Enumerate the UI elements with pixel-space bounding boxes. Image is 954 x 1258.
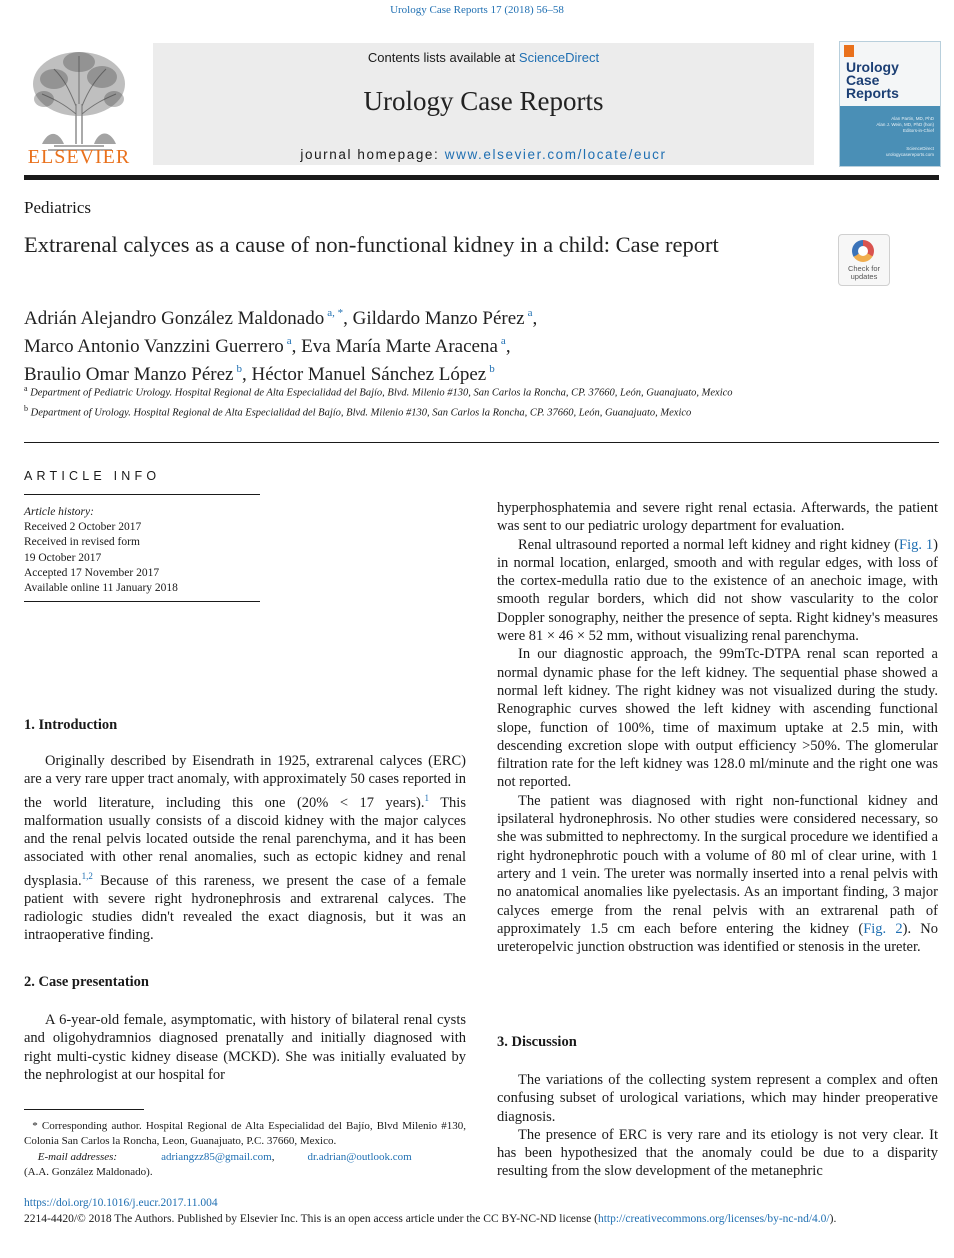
article-info-heading: ARTICLE INFO — [24, 469, 161, 483]
contents-prefix: Contents lists available at — [367, 50, 519, 65]
email-link[interactable]: adriangzz85@gmail.com — [161, 1150, 272, 1163]
license-statement — [24, 1213, 939, 1225]
affiliation-marker: a — [24, 384, 28, 393]
case-presentation-heading: 2. Case presentation — [24, 974, 149, 990]
cover-editors-role: Editors-in-Chief — [902, 128, 934, 133]
email-link[interactable]: dr.adrian@outlook.com — [307, 1150, 412, 1163]
journal-name: Urology Case Reports — [363, 86, 604, 116]
article-section-label: Pediatrics — [24, 198, 92, 217]
affiliation-a — [24, 381, 924, 401]
history-entry: Received in revised form — [24, 536, 140, 549]
cover-title — [846, 61, 899, 100]
introduction-heading: 1. Introduction — [24, 717, 118, 733]
discussion-paragraph: The variations of the collecting system represent a complex and often confusing subset of urological variations, which may hinder preoperative diagnosis. — [497, 1072, 938, 1125]
cover-title-line-1: Urology — [846, 59, 899, 75]
ultrasound-paragraph — [497, 536, 938, 646]
author-affiliation-marker[interactable]: b — [489, 363, 495, 375]
check-updates-icon-center — [858, 246, 868, 256]
case-presentation-body — [24, 1011, 466, 1084]
homepage-link[interactable]: www.elsevier.com/locate/eucr — [444, 147, 667, 162]
figure-link[interactable]: Fig. 2 — [863, 920, 903, 937]
article-history-label: Article history: — [24, 506, 94, 518]
homepage-prefix: journal homepage: — [300, 147, 445, 162]
author-separator: , — [291, 336, 302, 357]
check-updates-line-2: updates — [850, 272, 878, 281]
case-paragraph: A 6-year-old female, asymptomatic, with history of bilateral renal cysts and oligohydramnios diagnosed prenatally and initially diagnosed with right multi-cystic kidney disease (MCKD). She was initially evaluated by the nephrologist at our hospital for — [24, 1012, 466, 1083]
reference-link[interactable]: 1 — [424, 792, 429, 803]
article-info-rule-bottom — [24, 601, 260, 602]
cover-footer-1: ScienceDirect — [906, 146, 934, 151]
discussion-paragraph: The presence of ERC is very rare and its etiology is not very clear. It has been hypothesized that the anomaly could be due to a disparity resulting from the slow development of the metanephric — [497, 1126, 938, 1180]
affiliation-text: Department of Urology. Hospital Regional de Alta Especialidad del Bajío, Blvd. Milenio #130, San Carlos la Roncha, CP. 37660, León, Guanajuato, Mexico — [30, 407, 692, 418]
ultrasound-text-a: Renal ultrasound reported a normal left kidney and right kidney ( — [518, 536, 900, 553]
email-label: E-mail addresses: — [37, 1150, 118, 1163]
footnote-emails: E-mail addresses: adriangzz85@gmail.com, dr.adrian@outlook.com — [37, 1150, 412, 1163]
cover-title-line-3: Reports — [846, 85, 899, 101]
author-line-1 — [24, 302, 924, 330]
cover-editor-1: Alan Partin, MD, PhD — [891, 116, 934, 121]
author-affiliation-marker[interactable]: a — [286, 335, 292, 347]
author-name: Braulio Omar Manzo Pérez — [24, 364, 234, 385]
license-text: 2214-4420/© 2018 The Authors. Published by Elsevier Inc. This is an open access article under the CC BY-NC-ND license ( — [24, 1213, 598, 1225]
journal-cover-image[interactable] — [839, 41, 941, 167]
author-separator: , — [241, 364, 252, 385]
cover-title-line-2: Case — [846, 72, 880, 88]
cover-editor-2: Alan J. Wein, MD, PhD (hon) — [876, 122, 934, 127]
introduction-paragraph — [24, 752, 466, 945]
author-line-2 — [24, 330, 924, 358]
sciencedirect-link[interactable]: ScienceDirect — [518, 50, 600, 65]
check-for-updates-button[interactable] — [838, 234, 890, 286]
ultrasound-text-b: ) in normal location, enlarged, smooth and with regular edges, with loss of the cortex-medulla ratio due to the existence of an anechoic image, with smooth regular borders, which did not show vascularity to the color Doppler sonography, neither the presence of septa. Right kidney's measures were 81 × 46 × 52 mm, without visualizing renal parenchyma. — [497, 536, 938, 645]
author-affiliation-marker[interactable]: a, * — [327, 307, 344, 319]
intro-text-c: Because of this rareness, we present the case of a female patient with severe right hydronephrosis and extrarenal calyces. The radiologic studies didn't revealed the exact diagnosis, but it was an intraoperative finding. — [24, 872, 466, 944]
cover-elsevier-icon — [844, 45, 854, 57]
affiliation-marker: b — [24, 403, 28, 413]
cover-footer — [886, 146, 934, 158]
footnote-email-owner: (A.A. González Maldonado). — [24, 1166, 153, 1179]
author-separator: , — [532, 308, 538, 329]
case-continued-paragraph: hyperphosphatemia and severe right renal ectasia. Afterwards, the patient was sent to our pediatric urology department for evaluation. — [497, 500, 938, 535]
footnote-rule — [24, 1109, 144, 1110]
history-entry: Accepted 17 November 2017 — [24, 566, 160, 579]
footnote-address — [24, 1119, 466, 1150]
author-list — [24, 302, 924, 386]
check-updates-line-1: Check for — [847, 264, 881, 273]
history-entry: Received 2 October 2017 — [24, 521, 142, 534]
footnote-marker: * — [32, 1120, 38, 1132]
renal-scan-paragraph: In our diagnostic approach, the 99mTc-DTPA renal scan reported a normal dynamic phase for the left kidney. The sequential phase showed a normal left kidney. The right kidney was not visualized during the study. Renographic curves showed the left kidney with ascending functional slope, function of 100%, time of maximum uptake at 2.5 min, with descending excretion slope with output efficiency >50%. The glomerular filtration rate for the left kidney was 128.0 ml/minute and the right one was not reported. — [497, 646, 938, 791]
surgery-text-b: ). No ureteropelvic junction obstruction was identified or stenosis in the ureter. — [497, 920, 938, 956]
article-history — [24, 505, 264, 596]
history-entry: 19 October 2017 — [24, 551, 102, 564]
doi-link[interactable]: https://doi.org/10.1016/j.eucr.2017.11.004 — [24, 1197, 218, 1209]
author-affiliation-marker[interactable]: b — [236, 363, 242, 375]
cover-editors — [876, 116, 934, 134]
footnote-text: Corresponding author. Hospital Regional de Alta Especialidad del Bajío, Blvd Milenio #130, Colonia San Carlos la Roncha, Leon, Guanajuato, P.C. 37660, Mexico. — [24, 1120, 466, 1148]
intro-text-a: Originally described by Eisendrath in 1925, extrarenal calyces (ERC) are a very rare upper tract anomaly, with approximately 50 cases reported in the world literature, including this one (20% < 17 years). — [24, 753, 466, 811]
history-entry: Available online 11 January 2018 — [24, 582, 178, 595]
reference-link[interactable]: 1,2 — [81, 870, 93, 881]
discussion-body — [497, 1071, 938, 1181]
author-name: Marco Antonio Vanzzini Guerrero — [24, 336, 284, 357]
journal-homepage — [153, 147, 814, 162]
discussion-heading: 3. Discussion — [497, 1034, 577, 1050]
contents-line — [153, 50, 814, 65]
author-affiliation-marker[interactable]: a — [527, 307, 533, 319]
surgery-paragraph — [497, 792, 938, 957]
license-suffix: ). — [829, 1213, 837, 1225]
journal-citation[interactable]: Urology Case Reports 17 (2018) 56–58 — [390, 4, 564, 16]
check-updates-label — [839, 265, 889, 281]
author-name: Héctor Manuel Sánchez López — [251, 364, 487, 385]
article-title: Extrarenal calyces as a cause of non-functional kidney in a child: Case report — [24, 232, 719, 257]
author-separator: , — [505, 336, 511, 357]
header-rule — [24, 175, 939, 180]
intro-text-b: This malformation usually consists of a discoid kidney with the major calyces and the renal pelvis located outside the renal parenchyma, and it has been associated with other renal anomalies, such as ectopic kidney and renal dysplasia. — [24, 794, 466, 889]
author-name: Adrián Alejandro González Maldonado — [24, 308, 325, 329]
corresponding-author-footnote — [24, 1119, 466, 1181]
surgery-text-a: The patient was diagnosed with right non-functional kidney and ipsilateral hydronephrosis. No other studies were considered necessary, so she was submitted to nephrectomy. In the surgical procedure we identified a right hydronephrotic pouch with a volume of 80 ml of clear urine, with 1 artery and 1 vein. The ureter was normally inserted into a renal pelvis with no anatomical anomalies like pyelectasis. As an important finding, 3 major calyces emerge from the renal pelvis with an extrarenal path of approximately 1.5 cm each before entering the kidney ( — [497, 792, 938, 937]
affiliations-rule — [24, 442, 939, 443]
author-affiliation-marker[interactable]: a — [500, 335, 506, 347]
affiliations — [24, 381, 924, 420]
right-column-body — [497, 499, 938, 956]
author-name: Eva María Marte Aracena — [301, 336, 498, 357]
cover-footer-2: urologycasereports.com — [885, 152, 934, 157]
affiliation-text: Department of Pediatric Urology. Hospital Regional de Alta Especialidad del Bajío, Blvd. Milenio #130, San Carlos la Roncha, CP. 37660, León, Guanajuato, Mexico — [30, 387, 733, 399]
author-separator: , — [343, 308, 353, 329]
elsevier-wordmark: ELSEVIER — [27, 146, 131, 168]
article-info-rule-top — [24, 494, 260, 495]
introduction-body — [24, 752, 466, 945]
figure-link[interactable]: Fig. 1 — [899, 536, 934, 553]
license-link[interactable]: http://creativecommons.org/licenses/by-nc-nd/4.0/ — [597, 1213, 830, 1225]
affiliation-b — [24, 401, 924, 421]
author-name: Gildardo Manzo Pérez — [352, 308, 525, 329]
